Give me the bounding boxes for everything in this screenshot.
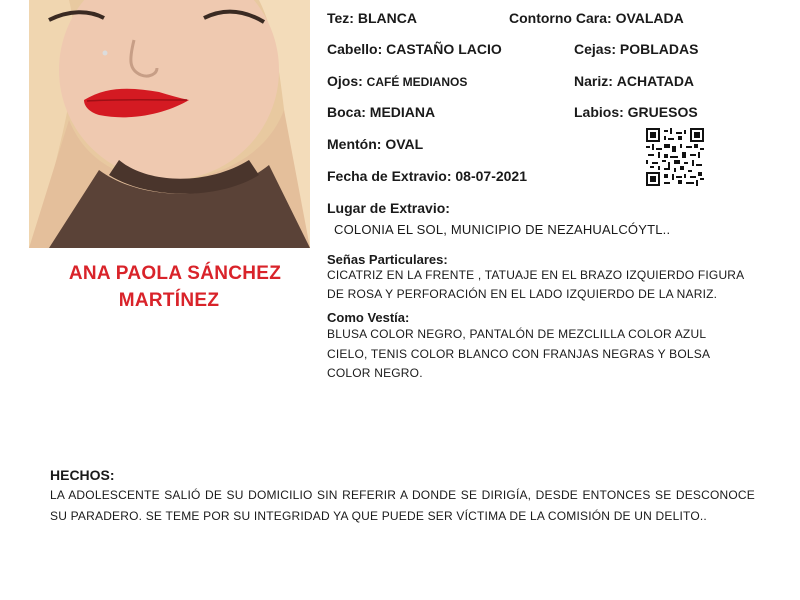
- field-label: Tez:: [327, 10, 354, 26]
- person-name-line2: MARTÍNEZ: [118, 290, 220, 311]
- field-value: OVAL: [385, 136, 424, 152]
- field-fecha-extravio: [327, 168, 527, 184]
- senas-line1: CICATRIZ EN LA FRENTE , TATUAJE EN EL BRAZO IZQUIERDO FIGURA: [327, 268, 745, 282]
- field-value: OVALADA: [615, 10, 684, 26]
- vestia-label: Como Vestía:: [327, 310, 410, 325]
- field-tez: [327, 10, 417, 26]
- field-label: Cejas:: [574, 41, 617, 57]
- field-contorno: [509, 10, 684, 26]
- field-label: Nariz:: [574, 73, 613, 89]
- field-value: MEDIANA: [369, 104, 436, 120]
- field-boca: [327, 104, 435, 120]
- lugar-value: COLONIA EL SOL, MUNICIPIO DE NEZAHUALCÓYTL..: [334, 222, 671, 237]
- field-label: Fecha de Extravio:: [327, 168, 452, 184]
- field-value: CAFÉ MEDIANOS: [366, 75, 468, 89]
- field-cejas: [574, 41, 698, 57]
- field-value: GRUESOS: [627, 104, 698, 120]
- field-label: Boca:: [327, 104, 366, 120]
- qr-code-icon: [646, 128, 704, 186]
- hechos-label: HECHOS:: [50, 467, 115, 483]
- person-photo: [29, 0, 310, 248]
- senas-label: Señas Particulares:: [327, 252, 448, 267]
- field-value: BLANCA: [357, 10, 417, 26]
- field-cabello: [327, 41, 502, 57]
- field-ojos: [327, 73, 467, 89]
- lugar-label: Lugar de Extravio:: [327, 200, 450, 216]
- vestia-line3: COLOR NEGRO.: [327, 366, 423, 380]
- vestia-line1: BLUSA COLOR NEGRO, PANTALÓN DE MEZCLILLA COLOR AZUL: [327, 327, 707, 341]
- field-value: ACHATADA: [616, 73, 695, 89]
- person-name-line1: ANA PAOLA SÁNCHEZ: [68, 263, 282, 284]
- field-value: 08-07-2021: [455, 168, 528, 184]
- senas-line2: DE ROSA Y PERFORACIÓN EN EL LADO IZQUIERDO DE LA NARIZ.: [327, 287, 718, 301]
- hechos-text: LA ADOLESCENTE SALIÓ DE SU DOMICILIO SIN REFERIR A DONDE SE DIRIGÍA, DESDE ENTONCES SE DESCONOCE SU PARADERO. SE TEME POR SU INTEGRIDAD YA QUE PUEDE SER VÍCTIMA DE LA COMISIÓN DE UN DELITO..: [50, 488, 755, 523]
- field-label: Contorno Cara:: [509, 10, 612, 26]
- field-menton: [327, 136, 423, 152]
- field-label: Labios:: [574, 104, 624, 120]
- vestia-line2: CIELO, TENIS COLOR BLANCO CON FRANJAS NEGRAS Y BOLSA: [327, 347, 711, 361]
- field-labios: [574, 104, 698, 120]
- field-label: Mentón:: [327, 136, 382, 152]
- field-value: POBLADAS: [619, 41, 699, 57]
- field-label: Cabello:: [327, 41, 383, 57]
- field-value: CASTAÑO LACIO: [386, 41, 502, 57]
- field-label: Ojos:: [327, 73, 363, 89]
- field-nariz: [574, 73, 694, 89]
